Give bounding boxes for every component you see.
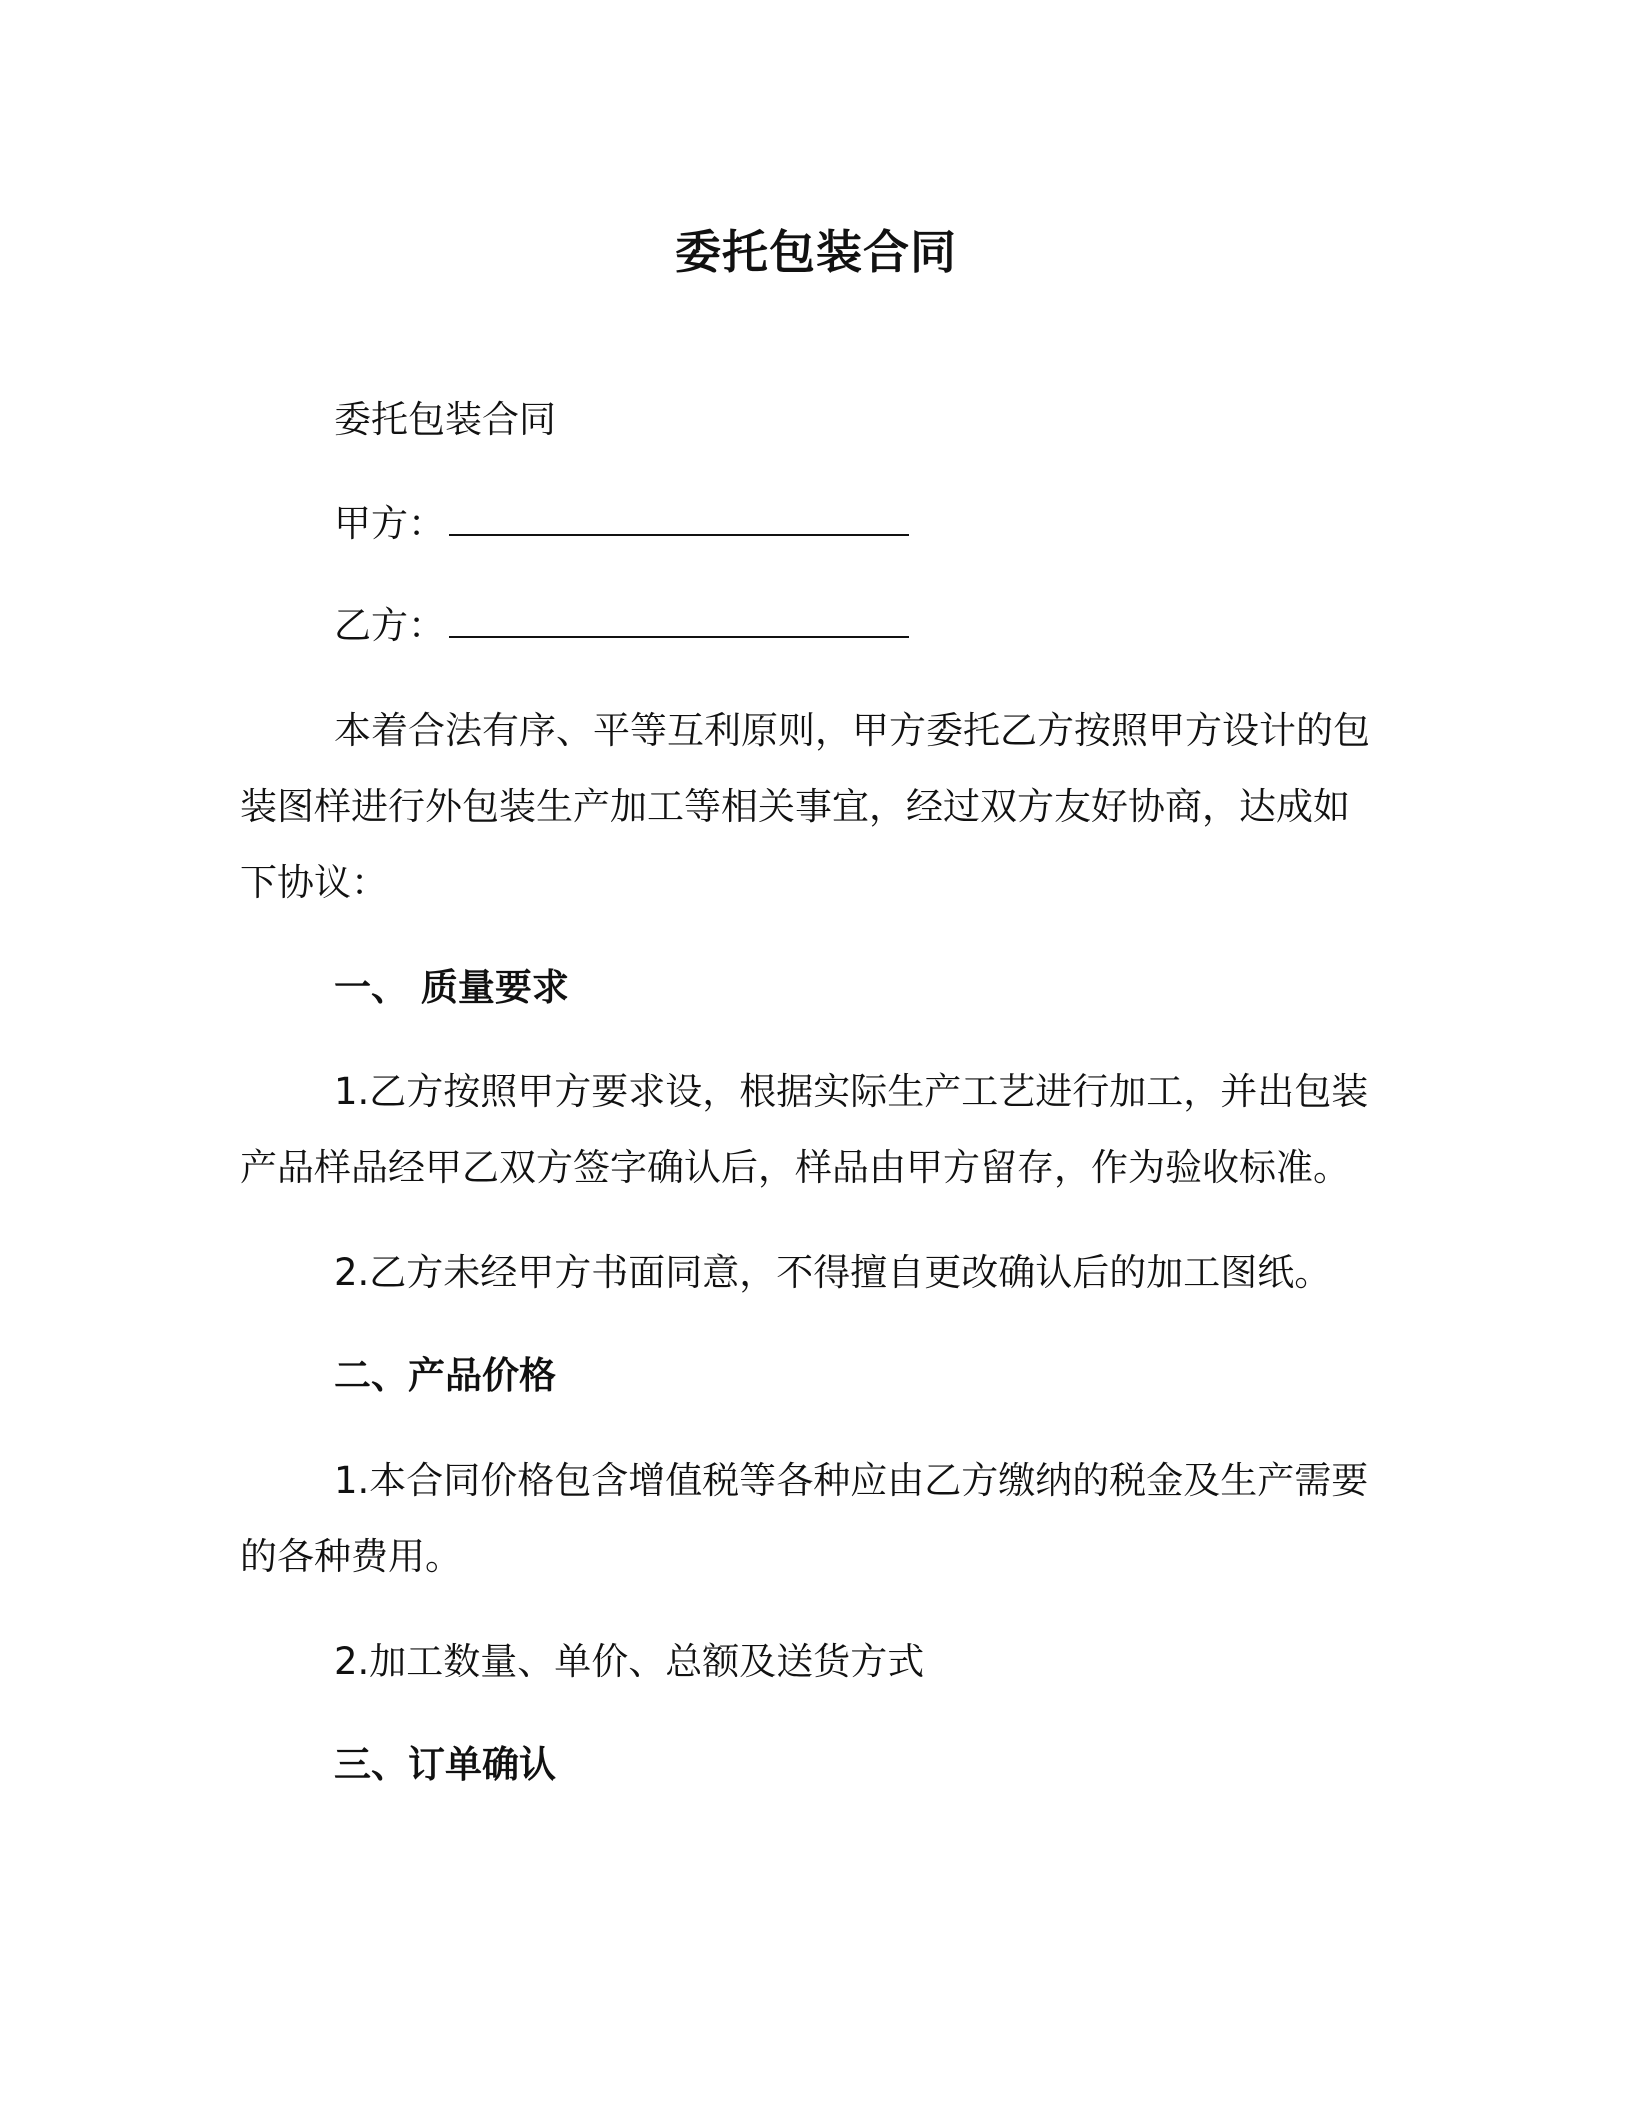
document-title: 委托包装合同 — [675, 225, 957, 279]
section-heading-order: 三、订单确认 — [334, 1743, 556, 1786]
intro-line-1: 本着合法有序、平等互利原则，甲方委托乙方按照甲方设计的包 — [334, 709, 1370, 752]
contract-subtitle: 委托包装合同 — [334, 398, 556, 441]
party-a-blank — [449, 500, 909, 536]
price-item-2: 2.加工数量、单价、总额及送货方式 — [334, 1640, 925, 1683]
quality-item-1-line-2: 产品样品经甲乙双方签字确认后，样品由甲方留存，作为验收标准。 — [240, 1146, 1350, 1189]
party-a-line — [334, 499, 909, 549]
party-b-line — [334, 601, 909, 651]
quality-item-1-line-1: 1.乙方按照甲方要求设，根据实际生产工艺进行加工，并出包装 — [334, 1070, 1369, 1113]
party-b-label: 乙方： — [334, 604, 445, 647]
party-b-blank — [449, 602, 909, 638]
price-item-1-line-2: 的各种费用。 — [240, 1535, 462, 1578]
section-heading-price: 二、产品价格 — [334, 1354, 556, 1397]
party-a-label: 甲方： — [334, 502, 445, 545]
quality-item-2: 2.乙方未经甲方书面同意，不得擅自更改确认后的加工图纸。 — [334, 1251, 1332, 1294]
price-item-1-line-1: 1.本合同价格包含增值税等各种应由乙方缴纳的税金及生产需要 — [334, 1459, 1369, 1502]
intro-line-3: 下协议： — [240, 861, 388, 904]
section-heading-quality: 一、 质量要求 — [334, 966, 569, 1009]
intro-line-2: 装图样进行外包装生产加工等相关事宜，经过双方友好协商，达成如 — [240, 785, 1350, 828]
